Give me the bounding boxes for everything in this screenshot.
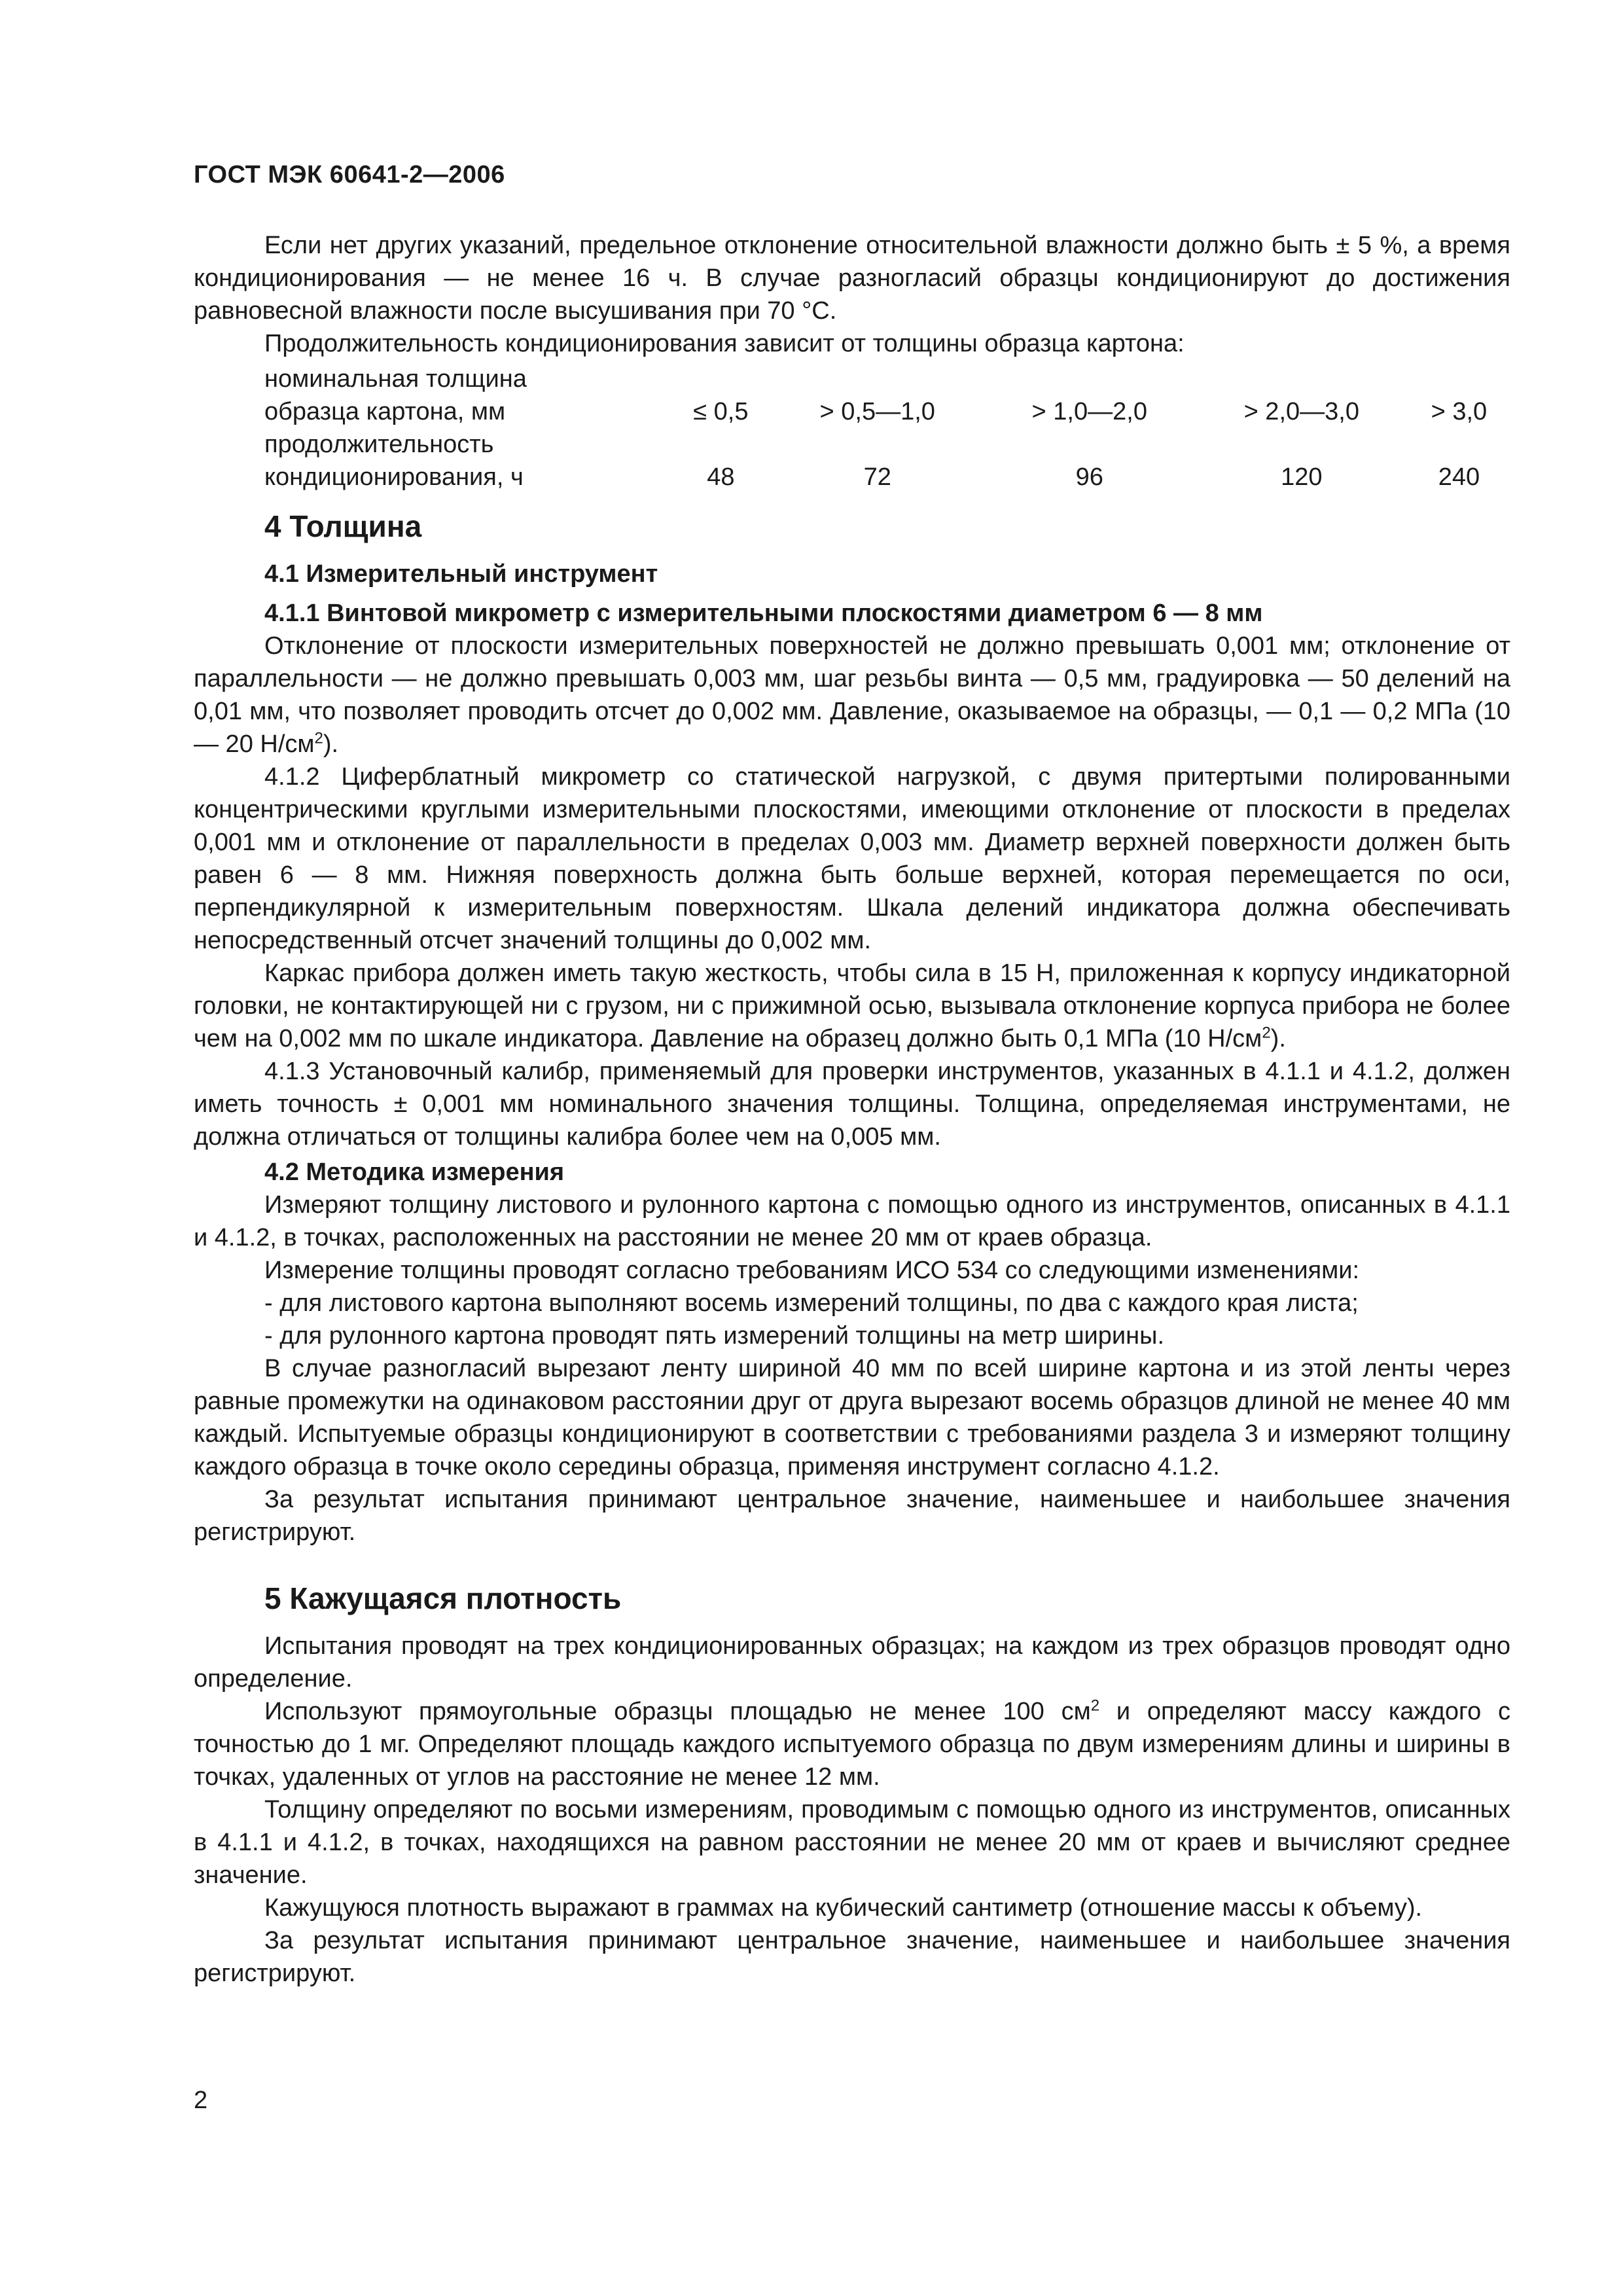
paragraph-text: Используют прямоугольные образцы площадью не менее 100 см: [264, 1698, 1091, 1725]
paragraph-text-end: ).: [1270, 1025, 1286, 1052]
section-4-2-paragraph-5: В случае разногласий вырезают ленту шириной 40 мм по всей ширине картона и из этой ленты через равные промежутки на одинаковом расстоянии друг от друга вырезают восемь образцов длиной не менее 40 мм каждый. Испытуемые образцы кондиционируют в соответствии с требованиями раздела 3 и измеряют толщину каждого образца в точке около середины образца, применяя инструмент согласно 4.1.2.: [194, 1355, 1510, 1480]
row-label-line: номинальная толщина: [264, 365, 527, 393]
section-4-2-title: 4.2 Методика измерения: [264, 1158, 565, 1186]
intro-paragraph-2: Продолжительность кондиционирования зависит от толщины образца картона:: [264, 330, 1185, 357]
table-cell: 48: [707, 463, 735, 491]
table-cell: 240: [1438, 463, 1480, 491]
section-4-1-2-paragraph-2: [194, 957, 1510, 1055]
section-4-1-1-paragraph: [194, 630, 1510, 761]
section-4-1-3-paragraph: 4.1.3 Установочный калибр, применяемый для проверки инструментов, указанных в 4.1.1 и 4.1.2, должен иметь точность ± 0,001 мм номинального значения толщины. Толщина, определяемая инструментами, не должна отличаться от толщины калибра более чем на 0,005 мм.: [194, 1058, 1510, 1151]
table-cell: > 0,5—1,0: [819, 398, 935, 425]
table-cell: > 2,0—3,0: [1243, 398, 1359, 425]
table-cell: > 3,0: [1431, 398, 1488, 425]
superscript: 2: [314, 729, 323, 747]
superscript: 2: [1262, 1024, 1271, 1042]
section-4-2-paragraph-1: Измеряют толщину листового и рулонного картона с помощью одного из инструментов, описанных в 4.1.1 и 4.1.2, в точках, расположенных на расстоянии не менее 20 мм от краев образца.: [194, 1191, 1510, 1251]
paragraph-text: Каркас прибора должен иметь такую жесткость, чтобы сила в 15 Н, приложенная к корпусу индикаторной головки, не контактирующей ни с грузом, ни с прижимной осью, вызывала отклонение корпуса прибора не более чем на 0,002 мм по шкале индикатора. Давление на образец должно быть 0,1 МПа (10 Н/см: [194, 960, 1510, 1052]
table-row: [194, 428, 1510, 461]
section-5-paragraph-3: Толщину определяют по восьми измерениям, проводимым с помощью одного из инструментов, описанных в 4.1.1 и 4.1.2, в точках, находящихся на равном расстоянии не менее 20 мм от краев и вычисляют среднее значение.: [194, 1796, 1510, 1889]
section-4-2-list-item-1: - для листового картона выполняют восемь измерений толщины, по два с каждого края листа;: [264, 1289, 1359, 1317]
table-cell: ≤ 0,5: [693, 398, 749, 425]
section-4-2-paragraph-2: Измерение толщины проводят согласно требованиям ИСО 534 со следующими изменениями:: [264, 1257, 1360, 1284]
table-row: [194, 461, 1510, 493]
conditioning-table: [194, 363, 1510, 493]
section-5-paragraph-4: Кажущуюся плотность выражают в граммах на кубический сантиметр (отношение массы к объему).: [264, 1894, 1423, 1922]
table-cell: 96: [1075, 463, 1103, 491]
row-label-line: образца картона, мм: [264, 398, 506, 425]
section-4-1-title: 4.1 Измерительный инструмент: [264, 560, 658, 588]
row-label-line: продолжительность: [264, 431, 494, 458]
table-cell: 120: [1281, 463, 1323, 491]
page-number: 2: [194, 2087, 208, 2114]
section-4-1-2-paragraph: 4.1.2 Циферблатный микрометр со статической нагрузкой, с двумя притертыми полированными концентрическими круглыми измерительными плоскостями, имеющими отклонение от плоскости в пределах 0,001 мм и отклонение от параллельности в пределах 0,003 мм. Диаметр верхней поверхности должен быть равен 6 — 8 мм. Нижняя поверхность должна быть больше верхней, которая перемещается по оси, перпендикулярной к измерительным поверхностям. Шкала делений индикатора должна обеспечивать непосредственный отсчет значений толщины до 0,002 мм.: [194, 763, 1510, 954]
section-5-title: 5 Кажущаяся плотность: [264, 1581, 622, 1615]
paragraph-text-end: и определяют массу каждого с точностью до 1 мг. Определяют площадь каждого испытуемого образца по двум измерениям длины и ширины в точках, удаленных от углов на расстояние не менее 12 мм.: [194, 1698, 1511, 1791]
paragraph-text: Отклонение от плоскости измерительных поверхностей не должно превышать 0,001 мм; отклонение от параллельности — не должно превышать 0,003 мм, шаг резьбы винта — 0,5 мм, градуировка — 50 делений на 0,01 мм, что позволяет проводить отсчет до 0,002 мм. Давление, оказываемое на образцы, — 0,1 — 0,2 МПа (10 — 20 Н/см: [194, 632, 1510, 758]
document-code-header: ГОСТ МЭК 60641-2—2006: [194, 161, 505, 188]
section-5-paragraph-1: Испытания проводят на трех кондиционированных образцах; на каждом из трех образцов проводят одно определение.: [194, 1632, 1510, 1693]
table-cell: > 1,0—2,0: [1031, 398, 1147, 425]
superscript: 2: [1090, 1696, 1100, 1715]
page-body: [194, 229, 1510, 1990]
section-4-2-list-item-2: - для рулонного картона проводят пять измерений толщины на метр ширины.: [264, 1322, 1164, 1350]
section-5-paragraph-2: [194, 1695, 1510, 1793]
intro-paragraph-1: Если нет других указаний, предельное отклонение относительной влажности должно быть ± 5 %, а время кондиционирования — не менее 16 ч. В случае разногласий образцы кондиционируют до достижения равновесной влажности после высушивания при 70 °С.: [194, 232, 1510, 325]
section-4-title: 4 Толщина: [264, 509, 422, 543]
row-label-line: кондиционирования, ч: [264, 463, 524, 491]
table-row: [194, 395, 1510, 428]
section-4-2-paragraph-6: За результат испытания принимают центральное значение, наименьшее и наибольшее значения регистрируют.: [194, 1486, 1510, 1546]
section-5-paragraph-5: За результат испытания принимают центральное значение, наименьшее и наибольшее значения регистрируют.: [194, 1927, 1510, 1987]
paragraph-text-end: ).: [323, 730, 339, 758]
table-row: [194, 363, 1510, 395]
table-cell: 72: [863, 463, 891, 491]
section-4-1-1-title: 4.1.1 Винтовой микрометр с измерительными плоскостями диаметром 6 — 8 мм: [264, 600, 1263, 627]
